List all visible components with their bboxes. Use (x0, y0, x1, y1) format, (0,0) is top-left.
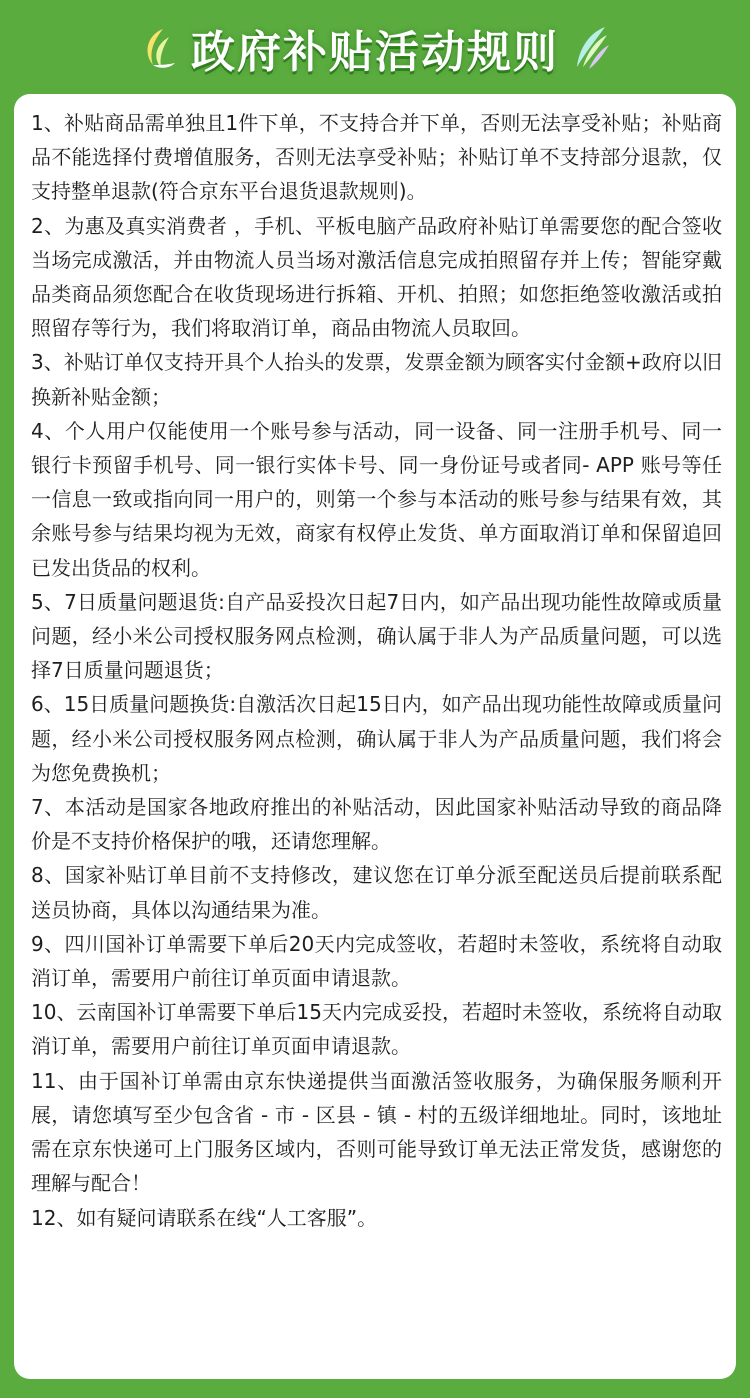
rule-item: 7、本活动是国家各地政府推出的补贴活动，因此国家补贴活动导致的商品降价是不支持价格保护的哦，还请您理解。 (31, 795, 722, 854)
leaf-icon (139, 23, 179, 73)
rule-item: 2、为惠及真实消费者 ，手机、平板电脑产品政府补贴订单需要您的配合签收当场完成激活，并由物流人员当场对激活信息完成拍照留存并上传；智能穿戴品类商品须您配合在收货现场进行拆箱、开机、拍照；如您拒绝签收激活或拍照留存等行为，我们将取消订单，商品由物流人员取回。 (31, 213, 722, 341)
rule-item: 9、四川国补订单需要下单后20天内完成签收，若超时未签收，系统将自动取消订单，需要用户前往订单页面申请退款。 (31, 931, 722, 991)
page-title: 政府补贴活动规则 (191, 27, 559, 78)
rule-item: 6、15日质量问题换货:自激活次日起15日内，如产品出现功能性故障或质量问题，经小米公司授权服务网点检测，确认属于非人为产品质量问题，我们将会为您免费换机； (31, 692, 722, 785)
rule-item: 10、云南国补订单需要下单后15天内完成妥投，若超时未签收，系统将自动取消订单，需要用户前往订单页面申请退款。 (31, 1000, 722, 1059)
rule-item: 1、补贴商品需单独且1件下单，不支持合并下单，否则无法享受补贴；补贴商品不能选择付费增值服务，否则无法享受补贴；补贴订单不支持部分退款，仅支持整单退款(符合京东平台退货退款规则)。 (31, 111, 722, 204)
rule-item: 11、由于国补订单需由京东快递提供当面激活签收服务，为确保服务顺利开展，请您填写至少包含省 - 市 - 区县 - 镇 - 村的五级详细地址。同时，该地址需在京东快递可上门服务区域内，否则可能导致订单无法正常发货，感谢您的理解与配合！ (31, 1068, 722, 1196)
rule-item: 5、7日质量问题退货:自产品妥投次日起7日内，如产品出现功能性故障或质量问题，经小米公司授权服务网点检测，确认属于非人为产品质量问题，可以选择7日质量问题退货； (31, 589, 722, 683)
page-header (0, 0, 750, 96)
rules-card (14, 94, 736, 1379)
rule-item: 12、如有疑问请联系在线“人工客服”。 (31, 1205, 378, 1230)
rule-item: 4、个人用户仅能使用一个账号参与活动，同一设备、同一注册手机号、同一银行卡预留手机号、同一银行实体卡号、同一身份证号或者同- APP 账号等任一信息一致或指向同一用户的，则第一个参与本活动的账号参与结果有效，其余账号参与结果均视为无效，商家有权停止发货、单方面取消订单和保留追回已发出货品的权利。 (31, 418, 722, 580)
rule-item: 3、补贴订单仅支持开具个人抬头的发票，发票金额为顾客实付金额+政府以旧换新补贴金额； (31, 350, 722, 409)
feather-icon (571, 23, 611, 73)
rule-item: 8、国家补贴订单目前不支持修改，建议您在订单分派至配送员后提前联系配送员协商，具体以沟通结果为准。 (31, 863, 722, 922)
